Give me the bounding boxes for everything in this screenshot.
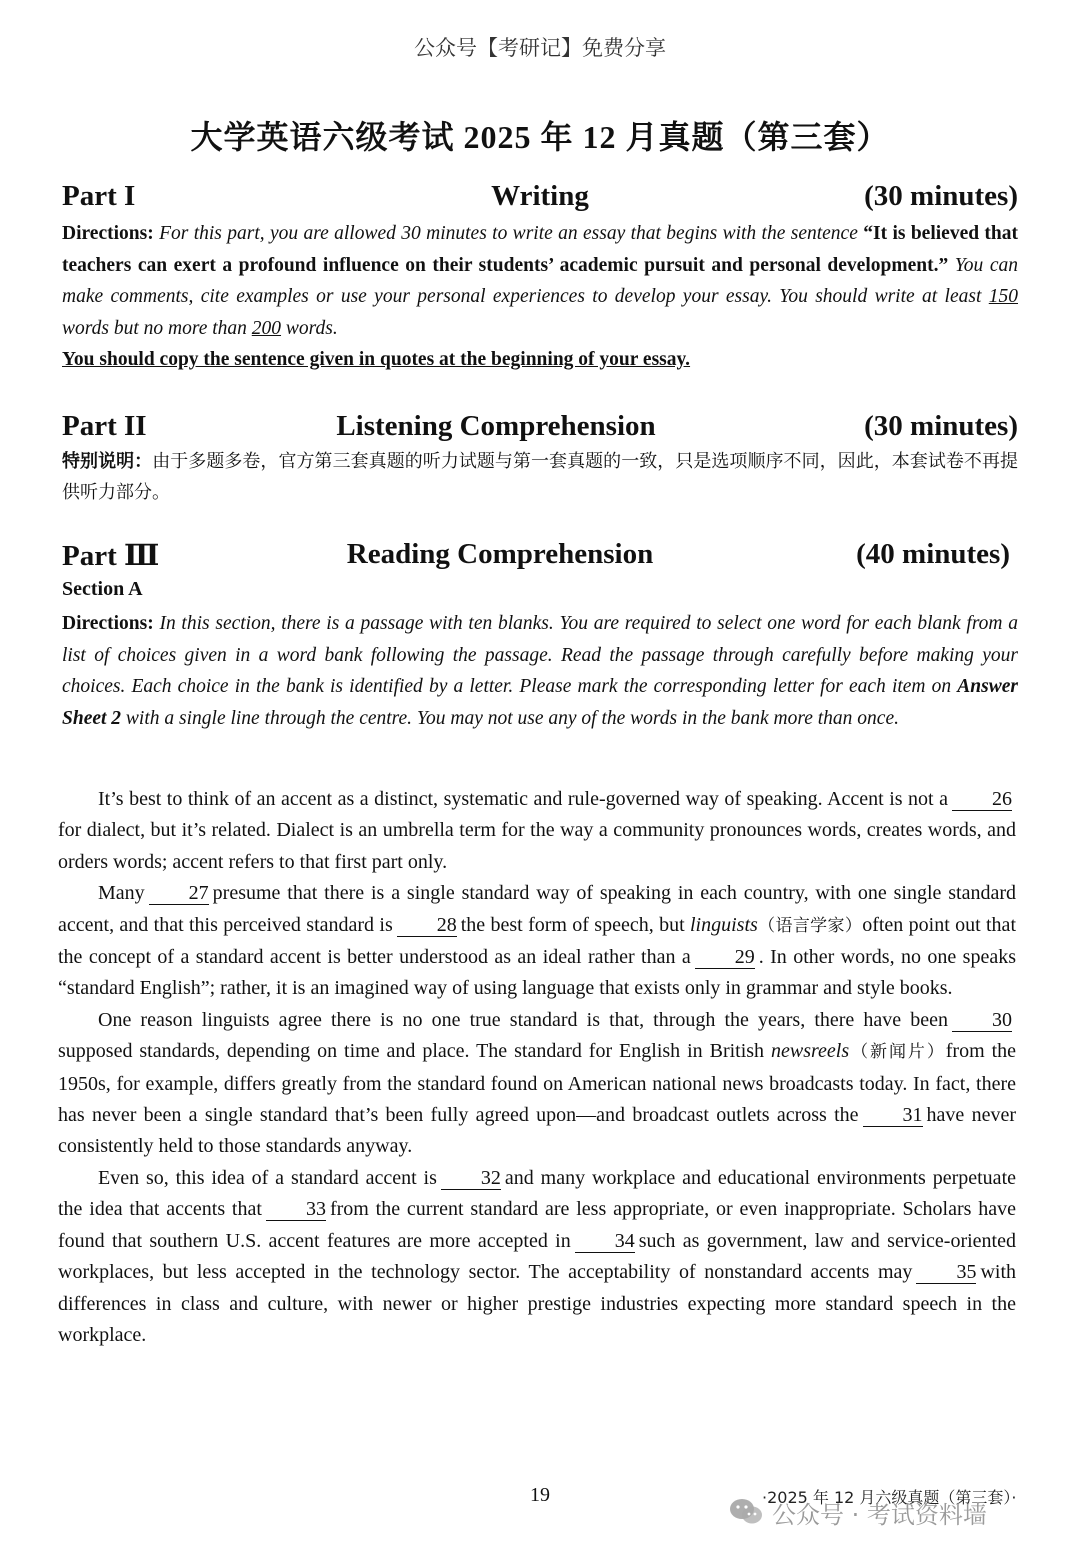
directions-rest: You can make comments, cite examples or use your personal experiences to develop your essay. You should write at least [62, 254, 1019, 307]
answer-sheet: Answer Sheet 2 [62, 676, 1018, 729]
directions-text: In this section, there is a passage with ten blanks. You are required to select one word for each blank from a list of choices given in a word bank following the passage. Read the passage through carefully before making your choices. Each choice in the bank is identified by a letter. Please mark the corresponding letter for each item on [62, 613, 1019, 697]
linguists-term: linguists [689, 913, 758, 936]
part1-heading [62, 180, 1018, 220]
passage-text: often point out that the concept of a standard accent is better understood as an ideal rather than a [58, 913, 1016, 969]
part3-directions [62, 608, 1018, 734]
blank-29: 29 [695, 946, 755, 969]
part1-time: (30 minutes) [864, 180, 1018, 212]
paragraph-2 [58, 878, 1016, 1005]
paragraph-3 [58, 1005, 1016, 1163]
blank-31: 31 [863, 1104, 923, 1127]
part2-name: Listening Comprehension [336, 410, 656, 442]
directions-label: Directions: [62, 613, 154, 634]
passage-text: from the 1950s, for example, differs greatly from the standard found on American national news broadcasts today. In fact, there has never been a single standard that’s been fully agreed upon—and broadcast outlets across the [58, 1040, 1017, 1127]
paragraph-1 [58, 784, 1016, 878]
section-a-label: Section A [62, 578, 143, 600]
passage-text: have never consistently held to those standards anyway. [58, 1104, 1016, 1158]
part2-heading [62, 410, 1018, 450]
passage-text: presume that there is a single standard way of speaking in each country, with one single standard accent, and that this perceived standard is [58, 882, 1016, 936]
blank-34: 34 [575, 1230, 635, 1253]
part3-heading [62, 538, 1018, 578]
part3-name: Reading Comprehension [346, 538, 654, 570]
exam-title: 大学英语六级考试 2025 年 12 月真题（第三套） [190, 119, 890, 155]
blank-33: 33 [266, 1198, 326, 1221]
wechat-icon [728, 1497, 764, 1527]
directions-label: Directions: [62, 223, 154, 244]
part1-label: Part I [62, 180, 136, 212]
page-number: 19 [530, 1484, 550, 1506]
passage-text: supposed standards, depending on time and place. The standard for English in British [58, 1040, 765, 1063]
paragraph-4 [58, 1163, 1016, 1351]
directions-intro: For this part, you are allowed 30 minutes to write an essay that begins with the sentence [159, 223, 858, 244]
directions-rest-2: words but no more than [62, 317, 247, 339]
header-note: 公众号【考研记】免费分享 [414, 36, 666, 60]
linguists-gloss: （语言学家） [757, 915, 863, 936]
max-words: 200 [251, 317, 282, 339]
passage-text: Even so, this idea of a standard accent is [98, 1166, 437, 1189]
blank-32: 32 [441, 1167, 501, 1190]
directions-rest-3: words. [285, 317, 338, 339]
passage-text: and many workplace and educational environments perpetuate the idea that accents that [58, 1166, 1016, 1221]
passage-text: with differences in class and culture, with newer or higher prestige industries expecting more standard speech in the workplace. [58, 1261, 1016, 1346]
passage-text: the best form of speech, but [460, 913, 685, 936]
blank-26: 26 [952, 788, 1012, 811]
essay-quote: “It is believed that teachers can exert a profound influence on their students’ academic pursuit and personal development.” [62, 223, 1019, 276]
part2-label: Part II [62, 410, 147, 442]
passage-text: One reason linguists agree there is no one true standard is that, through the years, there have been [98, 1008, 948, 1031]
note-label: 特别说明： [62, 451, 153, 472]
copy-note: You should copy the sentence given in quotes at the beginning of your essay. [62, 349, 691, 370]
part2-note [62, 446, 1018, 508]
note-text: 由于多题多卷，官方第三套真题的听力试题与第一套真题的一致，只是选项顺序不同，因此，本套试卷不再提供听力部分。 [62, 451, 1019, 503]
part1-directions [62, 218, 1018, 344]
min-words: 150 [988, 286, 1018, 307]
reading-passage [58, 784, 1016, 1351]
newsreels-term: newsreels [771, 1040, 850, 1063]
passage-text: from the current standard are less appropriate, or even inappropriate. Scholars have found that southern U.S. accent features are more accepted in [58, 1198, 1017, 1252]
blank-28: 28 [397, 914, 457, 937]
blank-30: 30 [952, 1009, 1012, 1032]
part2-time: (30 minutes) [864, 410, 1018, 442]
passage-text: such as government, law and service-oriented workplaces, but less accepted in the technology sector. The acceptability of nonstandard accents may [58, 1229, 1016, 1284]
passage-text: It’s best to think of an accent as a distinct, systematic and rule-governed way of speaking. Accent is not a [98, 788, 948, 810]
blank-35: 35 [916, 1261, 976, 1284]
part3-label: Part Ⅲ [62, 540, 160, 572]
part1-name: Writing [491, 180, 589, 212]
newsreels-gloss: （新闻片） [849, 1042, 946, 1063]
blank-27: 27 [149, 882, 209, 905]
watermark [728, 1494, 987, 1530]
passage-text: . In other words, no one speaks “standard English”; rather, it is an imagined way of using language that exists only in grammar and style books. [58, 946, 1016, 1000]
passage-text: Many [98, 882, 145, 905]
passage-text: for dialect, but it’s related. Dialect is an umbrella term for the way a community pronounces words, creates words, and orders words; accent refers to that first part only. [58, 819, 1016, 873]
footer-label: ·2025 年 12 月六级真题（第三套）· [762, 1488, 1017, 1507]
part3-time: (40 minutes) [856, 538, 1010, 570]
watermark-text: 公众号 · 考试资料墙 [772, 1500, 987, 1529]
directions-text-2: with a single line through the centre. You may not use any of the words in the bank more than once. [125, 707, 899, 729]
